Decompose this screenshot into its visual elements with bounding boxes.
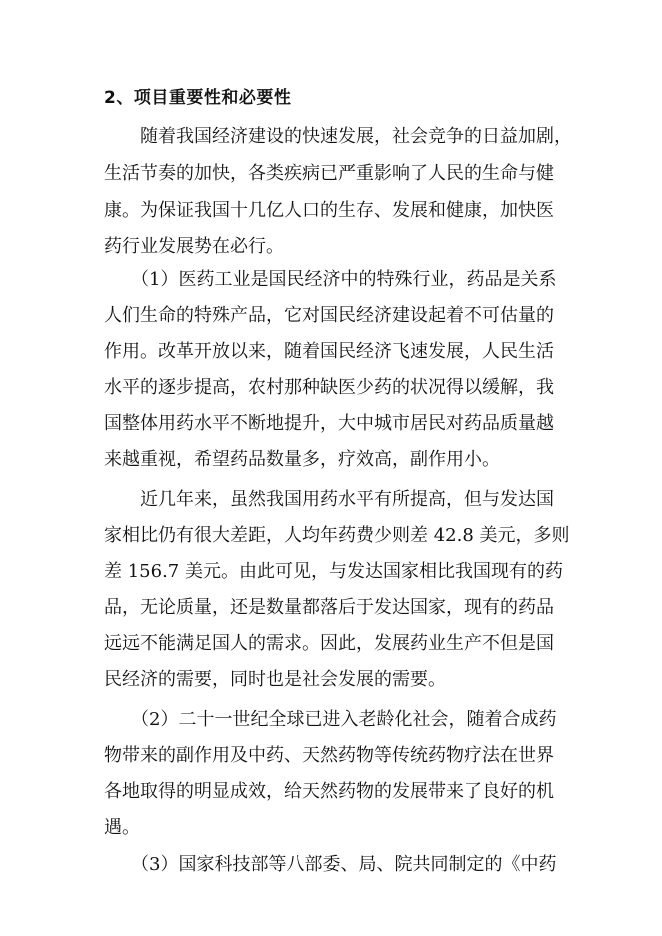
text-line: 物带来的副作用及中药、天然药物等传统药物疗法在世界 — [104, 745, 554, 766]
text-line: 生活节奏的加快，各类疾病已严重影响了人民的生命与健 — [104, 163, 554, 184]
text-line: 康。为保证我国十几亿人口的生存、发展和健康，加快医 — [104, 200, 554, 221]
text-line: 随着我国经济建设的快速发展，社会竞争的日益加剧， — [104, 126, 572, 147]
text-line: （3）国家科技部等八部委、局、院共同制定的《中药 — [104, 854, 557, 875]
text-line: （2）二十一世纪全球已进入老龄化社会，随着合成药 — [104, 709, 557, 730]
text-line: 水平的逐步提高，农村那种缺医少药的状况得以缓解，我 — [104, 377, 554, 398]
text-line: 人们生命的特殊产品，它对国民经济建设起着不可估量的 — [104, 305, 554, 326]
text-line: 作用。改革开放以来，随着国民经济飞速发展，人民生活 — [104, 341, 554, 362]
text-line: 品，无论质量，还是数量都落后于发达国家，现有的药品 — [104, 597, 554, 618]
text-line: 各地取得的明显成效，给天然药物的发展带来了良好的机 — [104, 781, 554, 802]
text-line: 遇。 — [104, 817, 140, 838]
text-line: 国整体用药水平不断地提升，大中城市居民对药品质量越 — [104, 413, 554, 434]
text-line: 来越重视，希望药品数量多，疗效高，副作用小。 — [104, 449, 500, 470]
text-line: 远远不能满足国人的需求。因此，发展药业生产不但是国 — [104, 633, 554, 654]
text-line: 差 156.7 美元。由此可见，与发达国家相比我国现有的药 — [104, 561, 563, 582]
text-line: 民经济的需要，同时也是社会发展的需要。 — [104, 669, 446, 690]
text-line: 药行业发展势在必行。 — [104, 236, 284, 257]
text-line: 近几年来，虽然我国用药水平有所提高，但与发达国 — [104, 489, 554, 510]
section-heading: 2、项目重要性和必要性 — [104, 88, 292, 108]
text-line: （1）医药工业是国民经济中的特殊行业，药品是关系 — [104, 269, 557, 290]
text-line: 家相比仍有很大差距，人均年药费少则差 42.8 美元，多则 — [104, 525, 570, 546]
